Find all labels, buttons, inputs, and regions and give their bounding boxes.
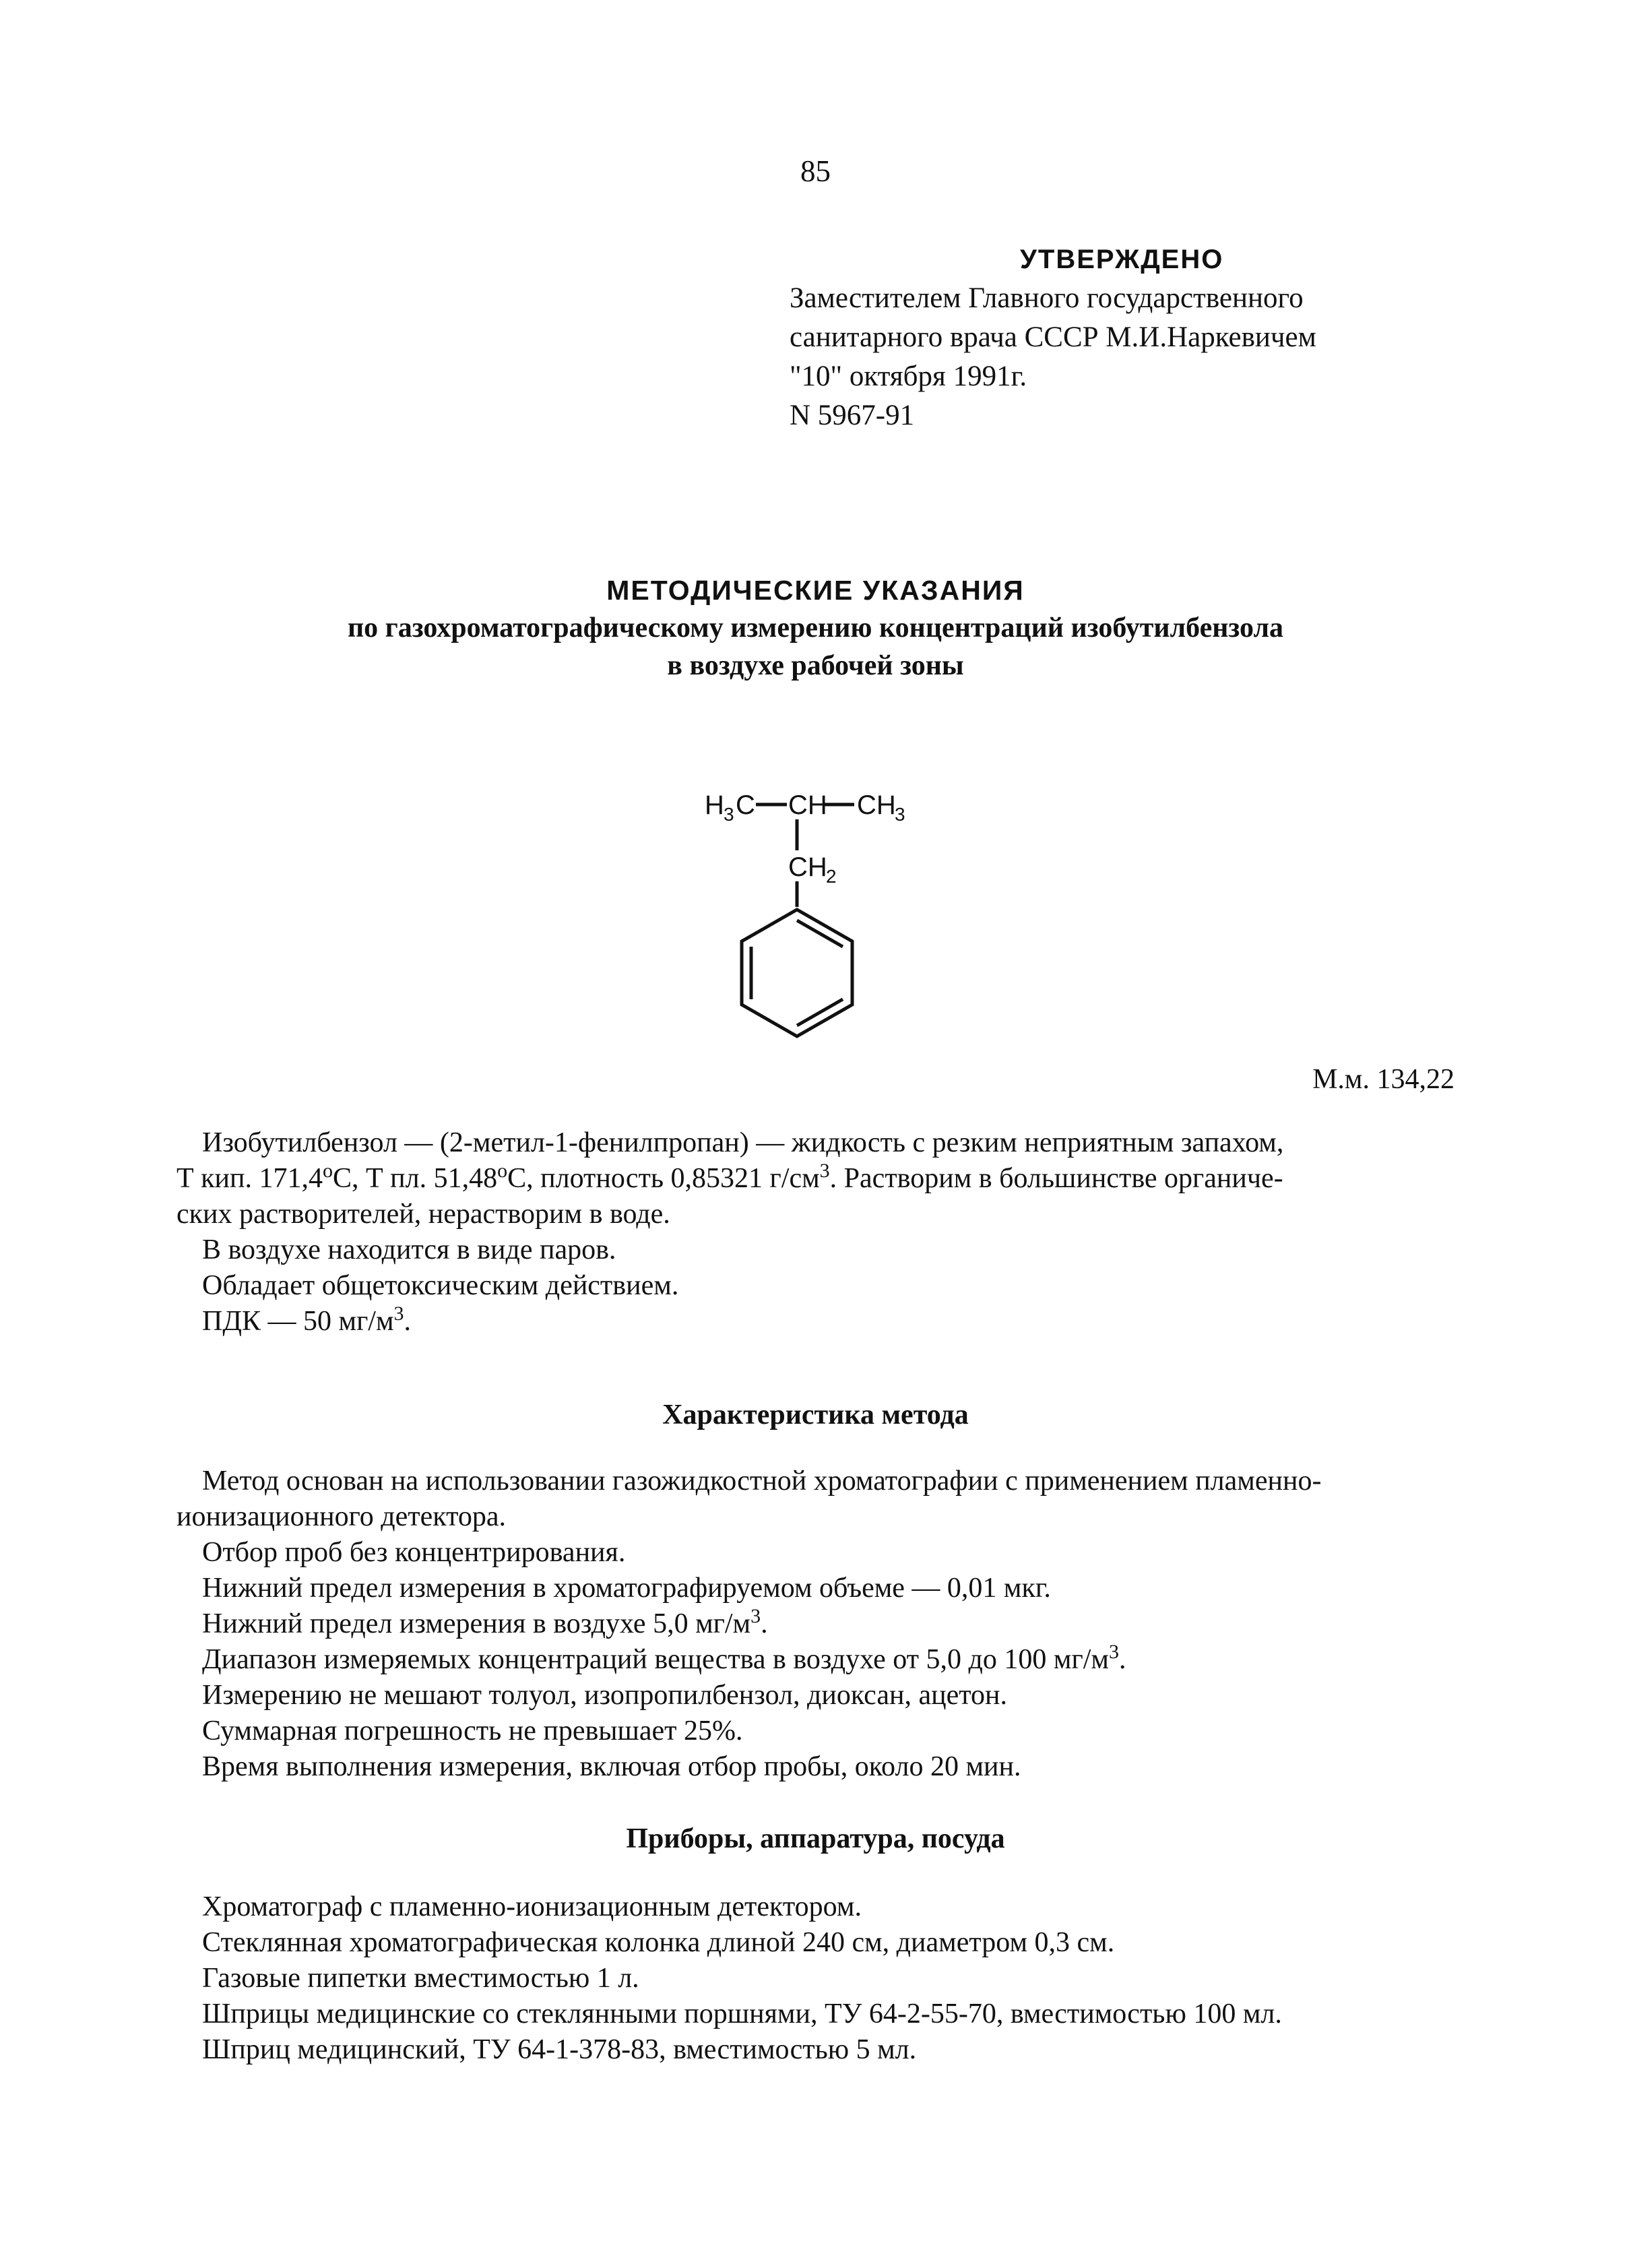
formula-ch2: CH xyxy=(788,852,827,882)
document-title xyxy=(0,571,1631,685)
page-number: 85 xyxy=(800,154,831,188)
text-line: Диапазон измеряемых концентраций вещества в воздухе от 5,0 до 100 $мг/м^3$. xyxy=(202,1641,1126,1675)
subtitle-line: по газохроматографическому измерению концентраций изобутилбензола xyxy=(347,612,1284,643)
subtitle-line: в воздухе рабочей зоны xyxy=(667,650,964,681)
text-line: ских растворителей, нерастворим в воде. xyxy=(177,1199,670,1230)
formula-c: C xyxy=(736,790,755,820)
main-title: МЕТОДИЧЕСКИЕ УКАЗАНИЯ xyxy=(606,575,1025,606)
text-line: Шприц медицинский, ТУ 64-1-378-83, вместимостью 5 мл. xyxy=(202,2034,917,2065)
formula-sub: 2 xyxy=(826,866,837,887)
text-line: Измерению не мешают толуол, изопропилбензол, диоксан, ацетон. xyxy=(202,1680,1007,1711)
text-line: Шприцы медицинские со стеклянными поршнями, ТУ 64-2-55-70, вместимостью 100 мл. xyxy=(202,1998,1282,2029)
text-line: Нижний предел измерения в хроматографируемом объеме — 0,01 мкг. xyxy=(202,1573,1051,1604)
benzene-ring xyxy=(742,910,852,1036)
text-line: Стеклянная хроматографическая колонка длиной 240 см, диаметром 0,3 см. xyxy=(202,1927,1115,1958)
text-line: Газовые пипетки вместимостью 1 л. xyxy=(202,1963,639,1994)
text-line: ионизационного детектора. xyxy=(177,1501,507,1532)
approval-stamp xyxy=(790,240,1316,435)
formula-ch: CH xyxy=(788,790,827,820)
equipment-section xyxy=(177,1889,1457,2068)
structural-formula xyxy=(701,775,923,1071)
formula-sub: 3 xyxy=(724,804,734,825)
intro-paragraph xyxy=(177,1125,1457,1340)
text-line: Суммарная погрешность не превышает 25%. xyxy=(202,1715,743,1746)
text-line: Обладает общетоксическим действием. xyxy=(202,1270,679,1301)
formula-ch3: CH xyxy=(857,790,896,820)
approval-number: N 5967-91 xyxy=(790,400,915,431)
text-line: Отбор проб без концентрирования. xyxy=(202,1537,626,1568)
text-line: Нижний предел измерения в воздухе 5,0 $мг/м^3$. xyxy=(202,1605,768,1639)
formula-sub: 3 xyxy=(895,804,905,825)
section-heading-equipment: Приборы, аппаратура, посуда xyxy=(626,1823,1005,1854)
method-section xyxy=(177,1463,1457,1785)
text-line: В воздухе находится в виде паров. xyxy=(202,1234,616,1265)
molar-mass: М.м. 134,22 xyxy=(1312,1064,1454,1095)
approval-line: Заместителем Главного государственного xyxy=(790,282,1304,314)
formula-h: H xyxy=(705,790,724,820)
text-line: Время выполнения измерения, включая отбор пробы, около 20 мин. xyxy=(202,1751,1021,1782)
section-heading-method: Характеристика метода xyxy=(662,1399,969,1430)
approval-line: санитарного врача СССР М.И.Наркевичем xyxy=(790,321,1316,353)
text-line: Метод основан на использовании газожидкостной хроматографии с применением пламенно- xyxy=(202,1466,1322,1497)
approval-title: УТВЕРЖДЕНО xyxy=(1020,245,1224,274)
text-line: Хроматограф с пламенно-ионизационным детектором. xyxy=(202,1891,862,1922)
text-line: Т кип. $171,4^оС$, Т пл. $51,48^оС$, плотность 0,85321 $г/см^3$. Растворим в большинстве органиче- xyxy=(177,1160,1283,1194)
approval-date: "10" октября 1991г. xyxy=(790,360,1027,392)
text-line: Изобутилбензол — (2-метил-1-фенилпропан) — жидкость с резким неприятным запахом, xyxy=(202,1127,1284,1158)
text-line: ПДК — 50 $мг/м^3$. xyxy=(202,1302,412,1337)
